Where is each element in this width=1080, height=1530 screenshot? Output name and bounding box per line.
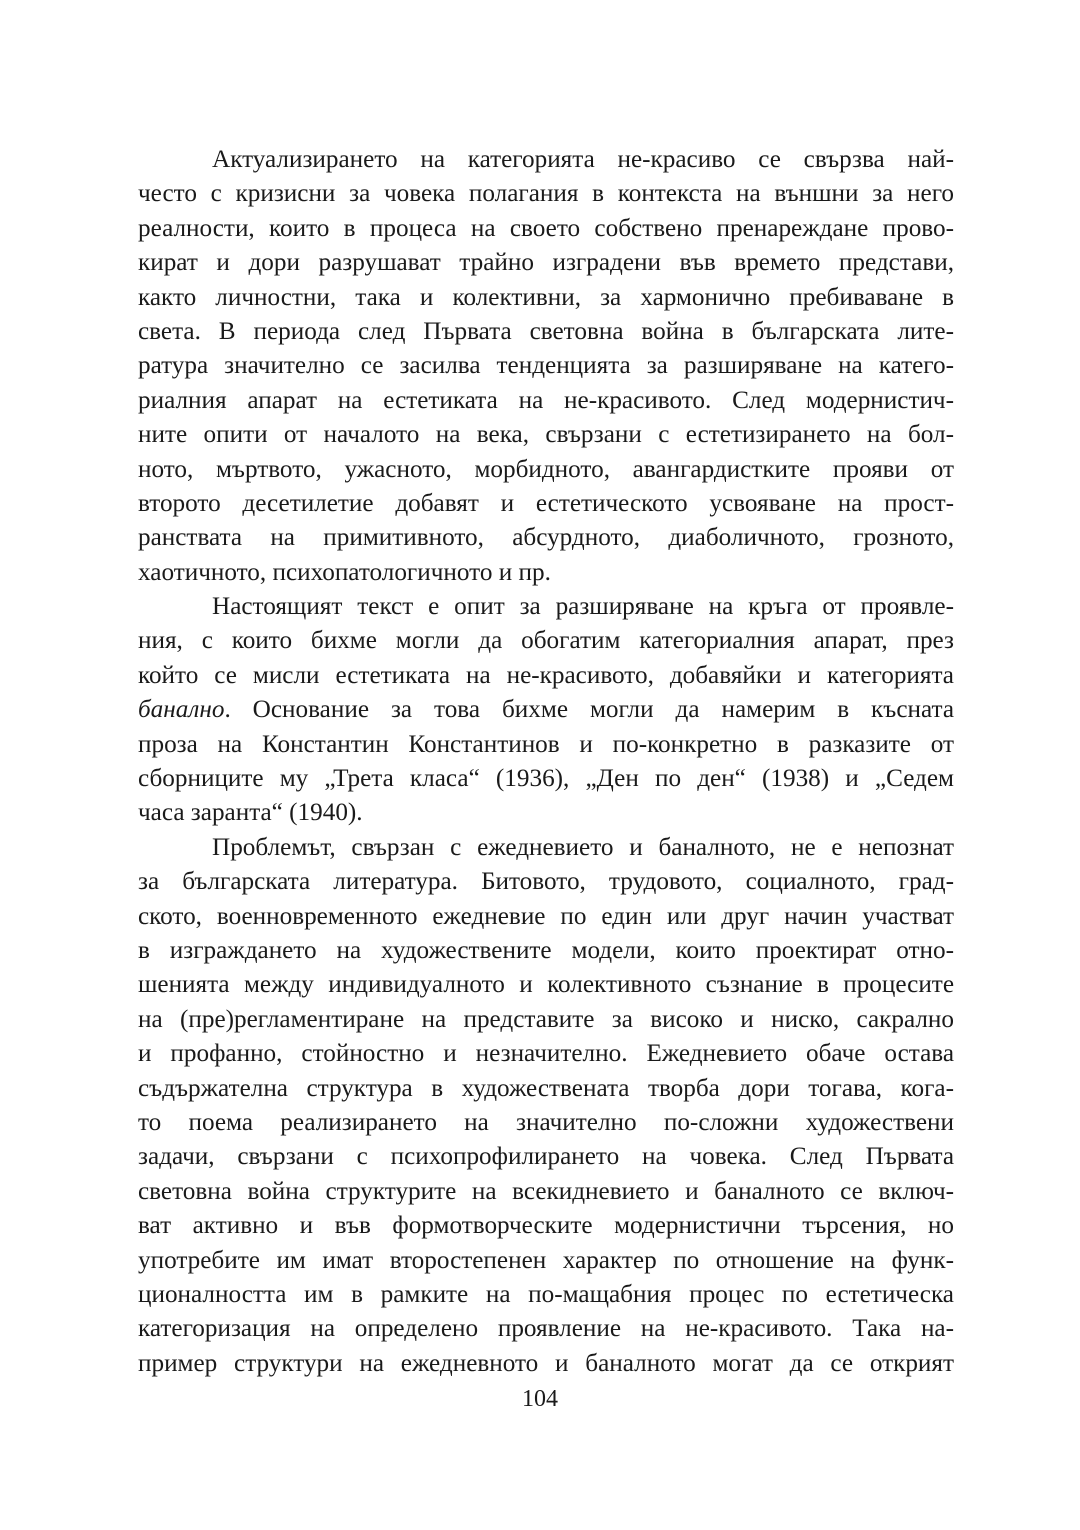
text-line: ранствата на примитивното, абсурдното, диаболичното, грозното,	[138, 524, 954, 552]
text-line: за българската литература. Битовото, трудовото, социалното, град-	[138, 868, 954, 896]
text-line: сборниците му „Трета класа“ (1936), „Ден по ден“ (1938) и „Седем	[138, 765, 954, 793]
text-line: както личностни, така и колективни, за хармонично пребиваване в	[138, 283, 954, 311]
text-line: на (пре)регламентиране на представите за високо и ниско, сакрално	[138, 1005, 954, 1033]
text-line: ват активно и във формотворческите модернистични търсения, но	[138, 1212, 954, 1240]
text-line: световна война структурите на всекидневието и баналното се включ-	[138, 1177, 954, 1205]
paragraph-1	[138, 143, 954, 590]
text-line: ционалността им в рамките на по-мащабния процес по естетическа	[138, 1280, 954, 1308]
text-line: употребите им имат второстепенен характер по отношение на функ-	[138, 1246, 954, 1274]
text-line: ното, мъртвото, ужасното, морбидното, авангардистките прояви от	[138, 455, 954, 483]
text-line: задачи, свързани с психопрофилирането на човека. След Първата	[138, 1143, 954, 1171]
text-line: проза на Константин Константинов и по-конкретно в разказите от	[138, 730, 954, 758]
text-line: съдържателна структура в художествената творба дори тогава, кога-	[138, 1074, 954, 1102]
text-line: риалния апарат на естетиката на не-красивото. След модернистич-	[138, 386, 954, 414]
text-line: Настоящият текст е опит за разширяване на кръга от проявле-	[212, 593, 954, 621]
text-line: често с кризисни за човека полагания в контекста на външни за него	[138, 180, 954, 208]
text-line: Актуализирането на категорията не-красиво се свързва най-	[212, 146, 954, 173]
text-line: света. В периода след Първата световна война в българската лите-	[138, 317, 954, 345]
text-line: пример структури на ежедневното и баналното могат да се открият	[138, 1349, 954, 1377]
text-line: ското, военновременното ежедневие по един или друг начин участват	[138, 902, 954, 930]
text-line: Проблемът, свързан с ежедневието и баналното, не е непознат	[212, 833, 954, 861]
text-line: часа заранта“ (1940).	[138, 799, 363, 827]
text-line: шенията между индивидуалното и колективното съзнание в процесите	[138, 971, 954, 999]
text-line: в изграждането на художествените модели, които проектират отно-	[138, 936, 954, 964]
text-line: хаотичното, психопатологичното и пр.	[138, 558, 551, 586]
paragraph-3	[138, 831, 954, 1381]
text-line: който се мисли естетиката на не-красивото, добавяйки и категорията	[138, 661, 954, 689]
italic-term: банално	[138, 696, 225, 724]
text-line: ните опити от началото на века, свързани с естетизирането на бол-	[138, 421, 954, 449]
body-text	[138, 143, 954, 1381]
text-line: второто десетилетие добавят и естетическото усвояване на прост-	[138, 489, 954, 517]
text-line: ратура значително се засилва тенденцията за разширяване на катего-	[138, 352, 954, 380]
text-line: кират и дори разрушават трайно изградени във времето представи,	[138, 249, 954, 277]
text-line: реалности, които в процеса на своето собствено пренареждане прово-	[138, 214, 954, 242]
text-line: категоризация на определено проявление на не-красивото. Така на-	[138, 1315, 954, 1343]
text-line: ния, с които бихме могли да обогатим категориалния апарат, през	[138, 627, 954, 655]
text-line-with-italic	[138, 693, 954, 727]
text-line: и профанно, стойностно и незначително. Ежедневието обаче остава	[138, 1040, 954, 1068]
text-line: то поема реализирането на значително по-сложни художествени	[138, 1108, 954, 1136]
paragraph-2	[138, 590, 954, 831]
page-number: 104	[522, 1386, 558, 1412]
text-fragment: . Основание за това бихме могли да намерим в късната	[224, 696, 954, 724]
